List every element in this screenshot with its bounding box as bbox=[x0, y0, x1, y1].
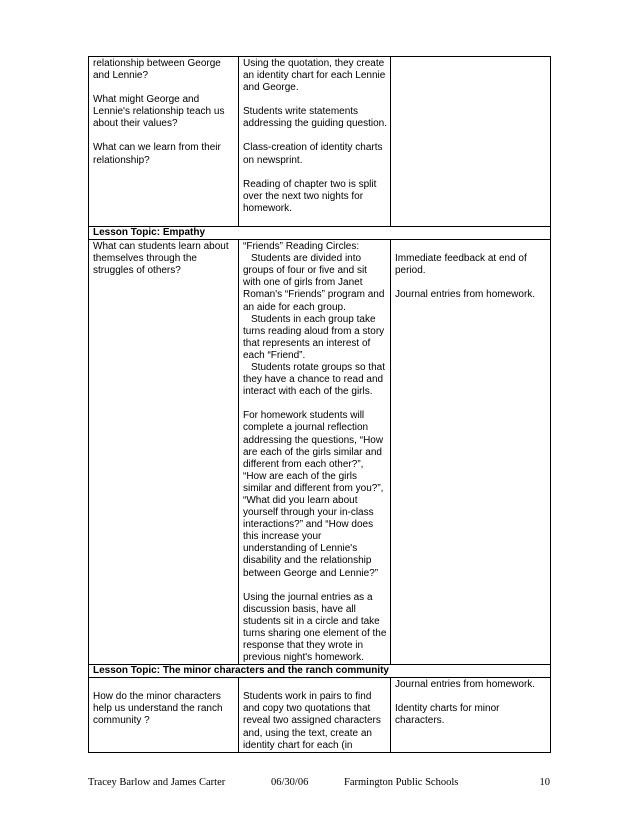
guiding-question-cell bbox=[89, 57, 239, 227]
cell-paragraph: Journal entries from homework. bbox=[395, 289, 536, 301]
cell-paragraph: What can we learn from their relationship? bbox=[93, 142, 221, 166]
cell-paragraph: Class-creation of identity charts on newsprint. bbox=[243, 142, 383, 166]
assessment-cell bbox=[391, 678, 551, 752]
footer-organization: Farmington Public Schools bbox=[344, 777, 459, 788]
cell-paragraph: What might George and Lennie's relationship teach us about their values? bbox=[93, 94, 225, 130]
cell-paragraph: Using the quotation, they create an identity chart for each Lennie and George. bbox=[243, 58, 386, 94]
cell-paragraph: Immediate feedback at end of period. bbox=[395, 253, 527, 277]
cell-paragraph: Students are divided into groups of four or five and sit with one of girls from Janet Roman's “Friends” program and an aide for each group. bbox=[243, 253, 385, 313]
cell-paragraph: Using the journal entries as a discussion basis, have all students sit in a circle and take turns sharing one element of the response that they wrote in previous night's homework. bbox=[243, 591, 387, 664]
table-row bbox=[89, 227, 551, 240]
cell-paragraph: Students in each group take turns reading aloud from a story that represents an interest of each “Friend”. bbox=[243, 313, 385, 361]
cell-paragraph: Reading of chapter two is split over the next two nights for homework. bbox=[243, 178, 377, 214]
table-row bbox=[89, 240, 551, 665]
cell-paragraph: Journal entries from homework. bbox=[395, 679, 536, 691]
assessment-cell bbox=[391, 240, 551, 665]
guiding-question-cell bbox=[89, 678, 239, 752]
activity-cell bbox=[239, 240, 391, 665]
footer-authors: Tracey Barlow and James Carter bbox=[88, 777, 226, 788]
cell-paragraph: What can students learn about themselves through the struggles of others? bbox=[93, 241, 229, 277]
table-row bbox=[89, 665, 551, 678]
cell-paragraph: relationship between George and Lennie? bbox=[93, 58, 221, 82]
lesson-plan-table bbox=[88, 56, 551, 753]
assessment-cell bbox=[391, 57, 551, 227]
footer-page-number: 10 bbox=[539, 777, 550, 788]
cell-paragraph: Students work in pairs to find and copy two quotations that reveal two assigned characters and, using the text, create an identity chart for each (in bbox=[243, 691, 381, 751]
cell-paragraph: Identity charts for minor characters. bbox=[395, 703, 500, 727]
lesson-topic-heading: Lesson Topic: Empathy bbox=[89, 227, 551, 240]
cell-paragraph: How do the minor characters help us understand the ranch community ? bbox=[93, 691, 223, 727]
cell-paragraph: “Friends” Reading Circles: bbox=[243, 241, 360, 253]
lesson-topic-heading: Lesson Topic: The minor characters and the ranch community bbox=[89, 665, 551, 678]
activity-cell bbox=[239, 678, 391, 752]
guiding-question-cell bbox=[89, 240, 239, 665]
footer-date: 06/30/06 bbox=[271, 777, 309, 788]
table-row bbox=[89, 678, 551, 752]
cell-paragraph: Students rotate groups so that they have a chance to read and interact with each of the girls. bbox=[243, 362, 385, 398]
table-row bbox=[89, 57, 551, 227]
activity-cell bbox=[239, 57, 391, 227]
cell-paragraph: For homework students will complete a journal reflection addressing the questions, “How are each of the girls similar and different from each other?”, “How are each of the girls similar and different from you?”, “What did you learn about yourself through your in-class interactions?” and “How does this increase your understanding of Lennie's disability and the relationship between George and Lennie?” bbox=[243, 410, 384, 579]
cell-paragraph: Students write statements addressing the guiding question. bbox=[243, 106, 387, 130]
